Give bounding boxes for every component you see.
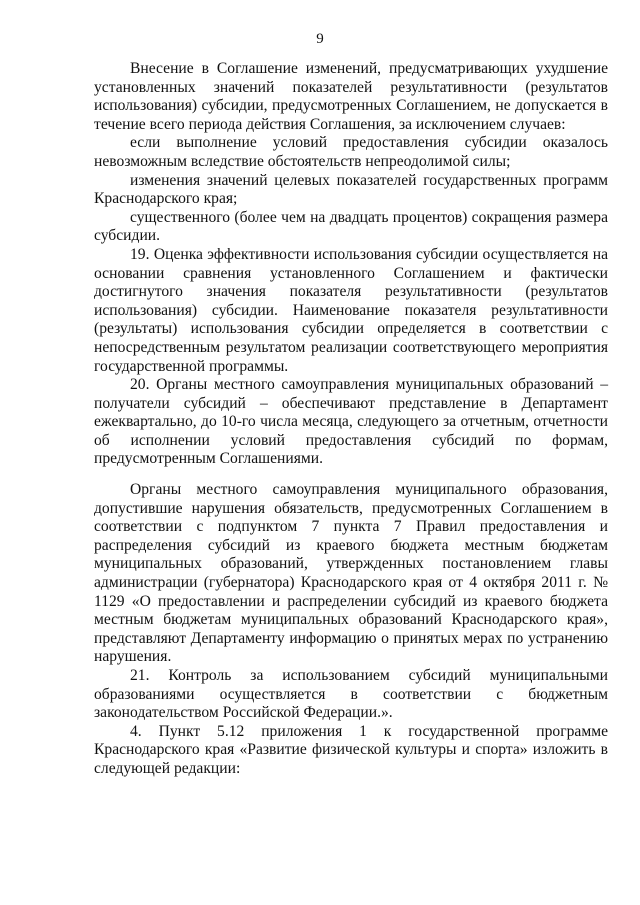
paragraph-violations: Органы местного самоуправления муниципального образования, допустившие нарушения обязательств, предусмотренных Соглашением в соответствии с подпунктом 7 пункта 7 Правил предоставления и распределения субсидий из краевого бюджета местным бюджетам муниципальных образований, утвержденных постановлением главы администрации (губернатора) Краснодарского края от 4 октября 2011 г. № 1129 «О предоставлении и распределении субсидий из краевого бюджета местным бюджетам муниципальных образований Краснодарского края», представляют Департаменту информацию о принятых мерах по устранению нарушения. — [94, 481, 608, 666]
paragraph-force-majeure: если выполнение условий предоставления субсидии оказалось невозможным вследствие обстоятельств непреодолимой силы; — [94, 134, 608, 170]
page-number: 9 — [316, 31, 324, 47]
paragraph-item-19: 19. Оценка эффективности использования субсидии осуществляется на основании сравнения установленного Соглашением и фактически достигнутого значения показателя результативности (результатов использования) субсидии. Наименование показателя результативности (результаты) использования субсидии определяется в соответствии с непосредственным результатом реализации соответствующего мероприятия государственной программы. — [94, 245, 608, 375]
paragraph-item-21: 21. Контроль за использованием субсидий муниципальными образованиями осуществляется в соответствии с бюджетным законодательством Российской Федерации.». — [94, 667, 608, 722]
paragraph-agreement-changes: Внесение в Соглашение изменений, предусматривающих ухудшение установленных значений показателей результативности (результатов использования) субсидии, предусмотренных Соглашением, не допускается в течение всего периода действия Соглашения, за исключением случаев: — [94, 60, 608, 133]
paragraph-item-4: 4. Пункт 5.12 приложения 1 к государственной программе Краснодарского края «Развитие физической культуры и спорта» изложить в следующей редакции: — [94, 722, 608, 777]
paragraph-subsidy-reduction: существенного (более чем на двадцать процентов) сокращения размера субсидии. — [94, 208, 608, 245]
paragraph-item-20: 20. Органы местного самоуправления муниципальных образований – получатели субсидий – обеспечивают представление в Департамент ежеквартально, до 10-го числа месяца, следующего за отчетным, отчетности об исполнении условий предоставления субсидий по формам, предусмотренным Соглашениями. — [94, 376, 608, 468]
document-body — [94, 60, 608, 779]
paragraph-target-indicators: изменения значений целевых показателей государственных программ Краснодарского края; — [94, 171, 608, 208]
